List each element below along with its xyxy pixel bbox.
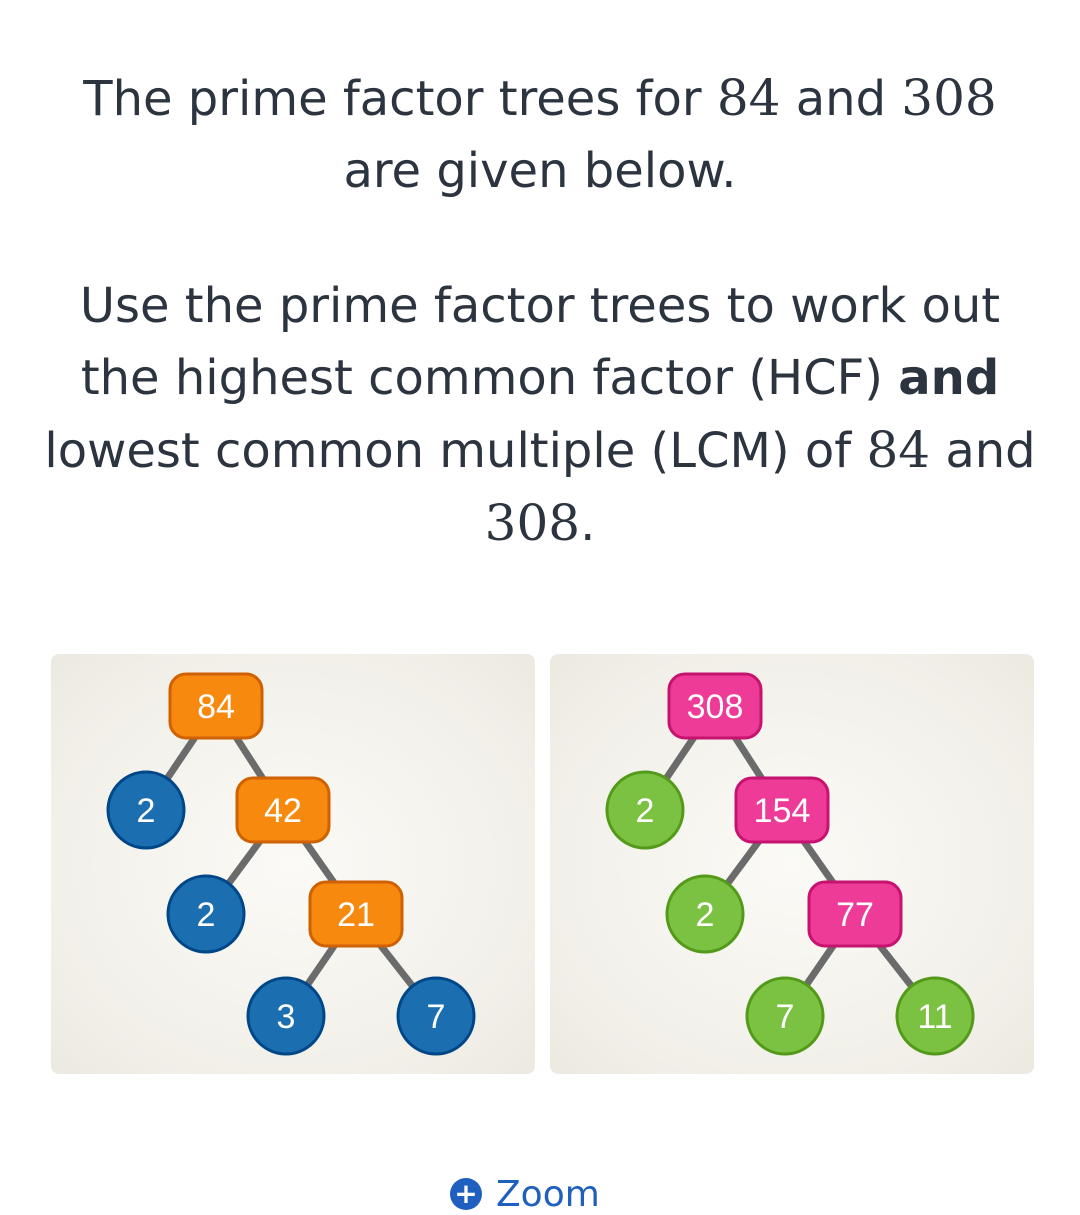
tree-node-7 bbox=[747, 978, 823, 1054]
instruction-number-308: 308 bbox=[484, 494, 581, 552]
tree-nodes bbox=[108, 674, 474, 1054]
tree-node-label: 2 bbox=[136, 792, 156, 830]
tree-node-label: 2 bbox=[635, 792, 655, 830]
tree-node-2 bbox=[607, 772, 683, 848]
tree-node-label: 11 bbox=[917, 998, 953, 1036]
tree-node-label: 21 bbox=[337, 896, 375, 934]
tree-node-label: 154 bbox=[753, 792, 811, 830]
tree-node-154 bbox=[736, 778, 828, 842]
tree-node-label: 7 bbox=[775, 998, 795, 1036]
tree-node-3 bbox=[248, 978, 324, 1054]
zoom-label: Zoom bbox=[496, 1173, 600, 1215]
intro-text-2: are given below. bbox=[343, 143, 737, 199]
tree-node-7 bbox=[398, 978, 474, 1054]
question-instruction bbox=[0, 270, 1080, 560]
tree-svg-84 bbox=[51, 654, 535, 1074]
tree-svg-308 bbox=[550, 654, 1034, 1074]
tree-node-label: 77 bbox=[836, 896, 874, 934]
factor-tree-308 bbox=[550, 654, 1034, 1074]
tree-node-2 bbox=[168, 876, 244, 952]
instruction-bold-and: and bbox=[898, 350, 1000, 406]
intro-and: and bbox=[780, 71, 902, 127]
tree-node-label: 308 bbox=[686, 688, 744, 726]
tree-node-308 bbox=[669, 674, 761, 738]
instruction-text: Use the prime factor trees to work out the highest common factor (HCF) bbox=[79, 278, 1001, 406]
number-84: 84 bbox=[716, 69, 781, 127]
tree-edges bbox=[146, 706, 436, 1016]
tree-node-21 bbox=[310, 882, 402, 946]
zoom-button[interactable] bbox=[450, 1174, 600, 1214]
tree-edges bbox=[645, 706, 935, 1016]
tree-node-84 bbox=[170, 674, 262, 738]
tree-node-77 bbox=[809, 882, 901, 946]
tree-nodes bbox=[607, 674, 973, 1054]
tree-node-42 bbox=[237, 778, 329, 842]
tree-node-2 bbox=[667, 876, 743, 952]
tree-node-label: 7 bbox=[426, 998, 446, 1036]
instruction-and: and bbox=[930, 423, 1036, 479]
instruction-text-2: lowest common multiple (LCM) of bbox=[44, 423, 867, 479]
tree-node-label: 2 bbox=[695, 896, 715, 934]
intro-text: The prime factor trees for bbox=[83, 71, 717, 127]
number-308: 308 bbox=[901, 69, 997, 127]
tree-node-label: 84 bbox=[197, 688, 235, 726]
tree-node-label: 2 bbox=[196, 896, 216, 934]
plus-circle-icon: + bbox=[450, 1178, 482, 1210]
tree-node-11 bbox=[897, 978, 973, 1054]
tree-node-2 bbox=[108, 772, 184, 848]
question-intro bbox=[0, 62, 1080, 207]
instruction-number-84: 84 bbox=[866, 421, 931, 479]
tree-node-label: 42 bbox=[264, 792, 302, 830]
tree-node-label: 3 bbox=[276, 998, 296, 1036]
factor-tree-84 bbox=[51, 654, 535, 1074]
instruction-period: . bbox=[580, 496, 596, 552]
